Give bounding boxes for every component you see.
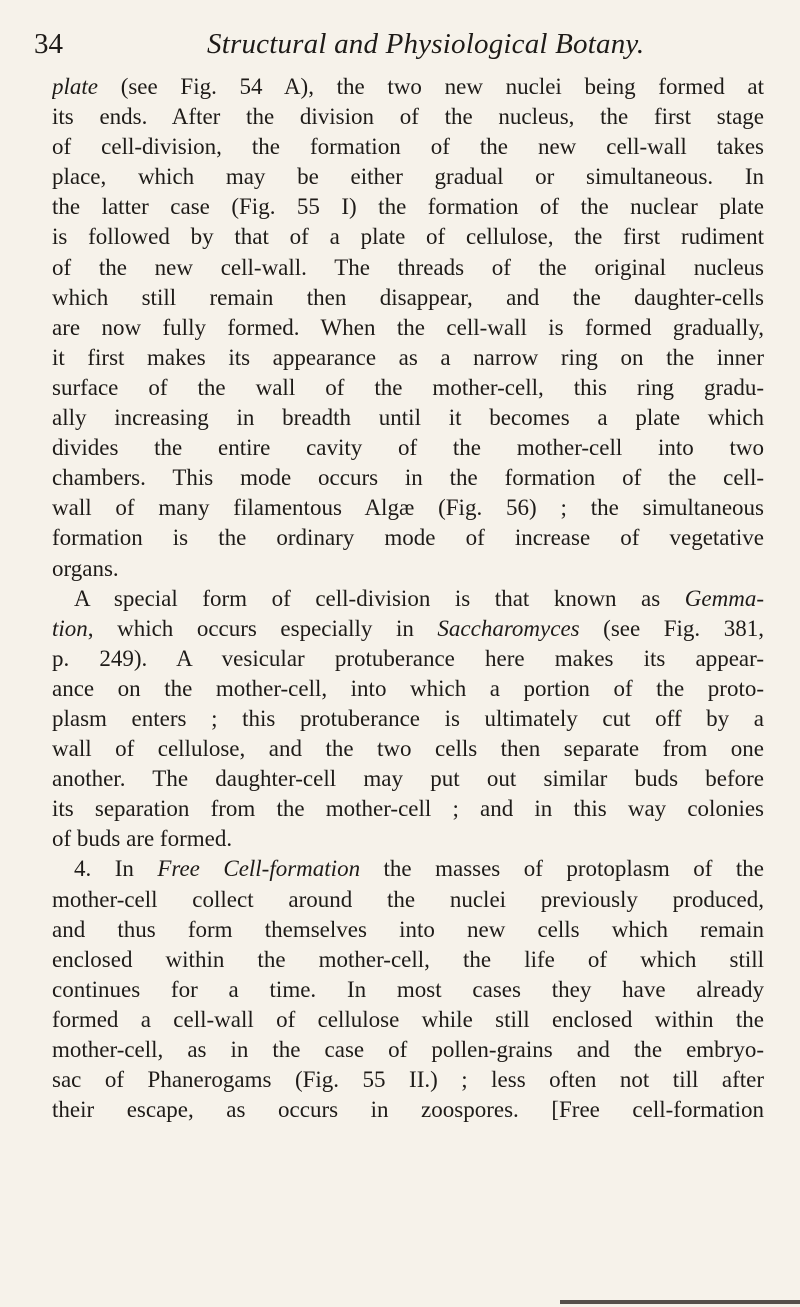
italic-term: plate: [52, 74, 98, 99]
bottom-edge-rule: [560, 1300, 800, 1304]
text-segment: is followed by that of a plate of cellulose, the first rudiment: [52, 224, 764, 250]
text-segment: organs.: [52, 555, 119, 581]
text-line: [52, 222, 764, 252]
text-segment: , which occurs especially in: [87, 615, 438, 641]
text-segment: of buds are formed.: [52, 826, 233, 852]
text-line: [52, 343, 764, 373]
text-line: [52, 313, 764, 343]
text-segment: the latter case (Fig. 55 I) the formation of the nuclear plate: [52, 194, 764, 220]
text-segment: sac of Phanerogams (Fig. 55 II.) ; less often not till after: [52, 1067, 764, 1093]
text-line: [52, 644, 764, 674]
italic-term: Gemma-: [684, 585, 764, 611]
text-line: [52, 72, 764, 102]
text-segment: of cell-division, the formation of the new cell-wall takes: [52, 134, 764, 160]
text-line: [52, 614, 764, 644]
text-line: [52, 794, 764, 824]
text-line: [52, 253, 764, 283]
text-segment: enclosed within the mother-cell, the life of which still: [52, 946, 764, 972]
text-line: [52, 1035, 764, 1065]
text-line: [52, 704, 764, 734]
page-header: [0, 26, 800, 66]
text-segment: its separation from the mother-cell ; and in this way colonies: [52, 796, 764, 822]
text-segment: p. 249). A vesicular protuberance here makes its appear-: [52, 645, 764, 671]
text-line: [52, 674, 764, 704]
text-line: [52, 283, 764, 313]
text-line: [52, 584, 764, 614]
text-segment: A special form of cell-division is that known as: [74, 585, 685, 611]
text-line: [52, 1005, 764, 1035]
italic-term: tion: [52, 615, 88, 641]
text-line: [52, 102, 764, 132]
text-segment: ally increasing in breadth until it becomes a plate which: [52, 405, 764, 431]
text-segment: surface of the wall of the mother-cell, this ring gradu-: [52, 374, 764, 400]
text-line: [52, 734, 764, 764]
text-segment: wall of cellulose, and the two cells then separate from one: [52, 736, 764, 762]
text-segment: (see Fig. 381,: [579, 615, 764, 641]
text-segment: mother-cell, as in the case of pollen-grains and the embryo-: [52, 1037, 764, 1062]
italic-term: Free Cell-formation: [157, 856, 361, 882]
text-segment: continues for a time. In most cases they have already: [52, 976, 764, 1002]
text-segment: (see Fig. 54 A), the two new nuclei being formed at: [98, 74, 764, 99]
page-number: 34: [34, 28, 63, 60]
text-line: [52, 463, 764, 493]
text-line: [52, 975, 764, 1005]
text-segment: another. The daughter-cell may put out similar buds before: [52, 766, 764, 792]
text-segment: formed a cell-wall of cellulose while still enclosed within the: [52, 1006, 764, 1032]
text-segment: the masses of protoplasm of the: [360, 856, 764, 882]
text-line: [52, 915, 764, 945]
text-line: [52, 554, 764, 584]
text-line: [52, 523, 764, 553]
text-segment: its ends. After the division of the nucleus, the first stage: [52, 104, 764, 130]
text-line: [52, 945, 764, 975]
text-line: [52, 885, 764, 915]
text-segment: chambers. This mode occurs in the formation of the cell-: [52, 465, 764, 491]
text-line: [52, 824, 764, 854]
text-line: [52, 132, 764, 162]
text-segment: which still remain then disappear, and the daughter-cells: [52, 284, 764, 310]
text-segment: ance on the mother-cell, into which a portion of the proto-: [52, 675, 764, 701]
text-line: [52, 1095, 764, 1125]
text-line: [52, 162, 764, 192]
text-segment: place, which may be either gradual or simultaneous. In: [52, 164, 764, 190]
text-line: [52, 433, 764, 463]
text-line: [52, 1065, 764, 1095]
text-segment: their escape, as occurs in zoospores. [Free cell-formation: [52, 1097, 764, 1123]
body-text: [52, 72, 764, 1125]
text-segment: plasm enters ; this protuberance is ultimately cut off by a: [52, 705, 764, 731]
text-segment: mother-cell collect around the nuclei previously produced,: [52, 886, 764, 912]
text-line: [52, 373, 764, 403]
text-segment: formation is the ordinary mode of increase of vegetative: [52, 525, 764, 551]
text-segment: of the new cell-wall. The threads of the original nucleus: [52, 254, 764, 280]
running-title: Structural and Physiological Botany.: [207, 28, 645, 60]
text-line: [52, 493, 764, 523]
text-line: [52, 764, 764, 794]
text-segment: and thus form themselves into new cells which remain: [52, 916, 764, 942]
text-segment: divides the entire cavity of the mother-cell into two: [52, 435, 764, 461]
text-segment: it first makes its appearance as a narrow ring on the inner: [52, 344, 764, 370]
text-segment: 4. In: [74, 856, 158, 882]
text-line: [52, 854, 764, 884]
text-line: [52, 192, 764, 222]
italic-term: Saccharomyces: [437, 615, 580, 641]
text-segment: are now fully formed. When the cell-wall is formed gradually,: [52, 314, 764, 340]
text-segment: wall of many filamentous Algæ (Fig. 56) ; the simultaneous: [52, 495, 764, 521]
text-line: [52, 403, 764, 433]
